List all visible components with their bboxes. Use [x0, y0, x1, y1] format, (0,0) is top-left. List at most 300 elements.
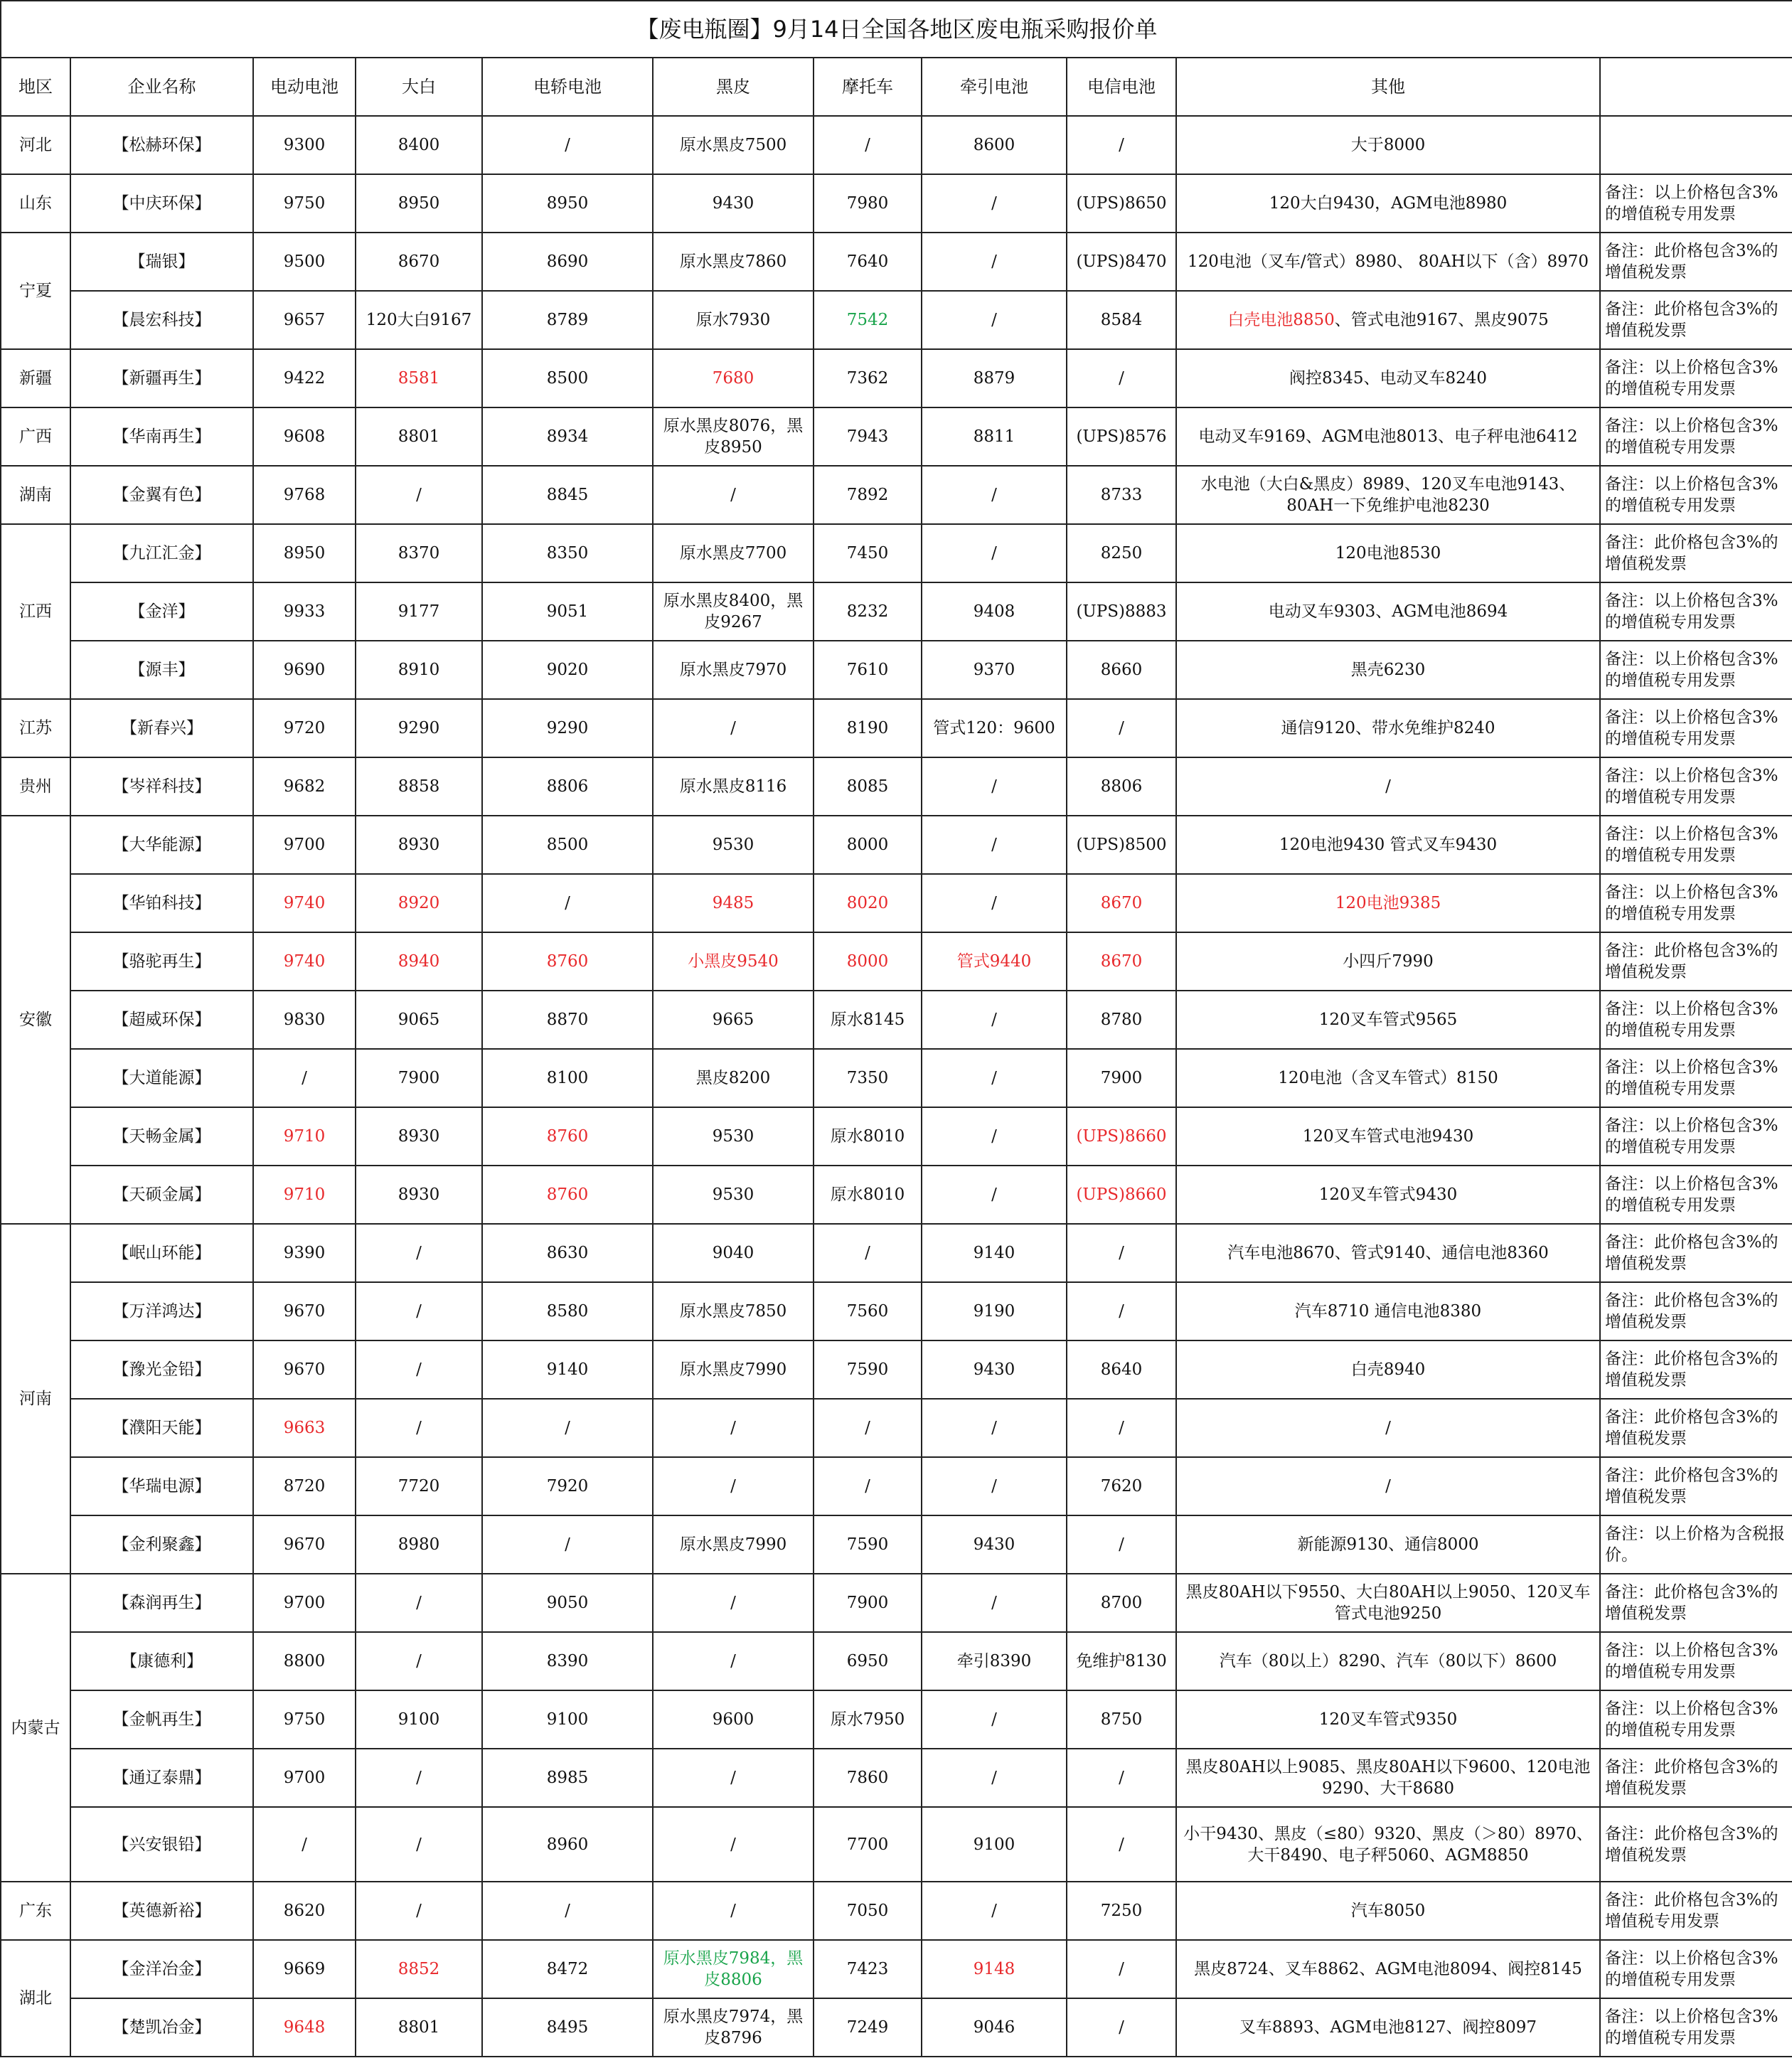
- ev-battery-price: 9700: [253, 1749, 356, 1807]
- car-battery-price: 8690: [482, 233, 653, 291]
- table-row: [1, 757, 1792, 816]
- other-price: 电动叉车9169、AGM电池8013、电子秤电池6412: [1176, 407, 1600, 466]
- company-name: 【超威环保】: [70, 991, 253, 1049]
- region-cell: 宁夏: [1, 233, 70, 349]
- traction-battery-price: 9430: [922, 1515, 1067, 1574]
- company-name: 【新疆再生】: [70, 349, 253, 407]
- motorcycle-price: 7943: [814, 407, 922, 466]
- telecom-battery-price: /: [1067, 1399, 1176, 1457]
- motorcycle-price: /: [814, 1224, 922, 1282]
- heipi-price: 原水黑皮7990: [653, 1515, 814, 1574]
- company-name: 【金洋冶金】: [70, 1940, 253, 1998]
- telecom-battery-price: 免维护8130: [1067, 1632, 1176, 1690]
- car-battery-price: 8985: [482, 1749, 653, 1807]
- company-name: 【新春兴】: [70, 699, 253, 757]
- telecom-battery-price: 8750: [1067, 1690, 1176, 1749]
- heipi-price: 9600: [653, 1690, 814, 1749]
- table-row: [1, 1574, 1792, 1632]
- heipi-price: 原水黑皮7860: [653, 233, 814, 291]
- company-name: 【英德新裕】: [70, 1882, 253, 1940]
- col-header-heipi: 黑皮: [653, 58, 814, 116]
- company-name: 【兴安银铅】: [70, 1807, 253, 1882]
- car-battery-price: 9050: [482, 1574, 653, 1632]
- motorcycle-price: /: [814, 1457, 922, 1515]
- ev-battery-price: /: [253, 1049, 356, 1107]
- other-price: /: [1176, 1399, 1600, 1457]
- company-name: 【天硕金属】: [70, 1166, 253, 1224]
- note-cell: 备注：此价格包含3%的增值税专用发票: [1600, 1882, 1792, 1940]
- dabai-price: 8581: [356, 349, 482, 407]
- traction-battery-price: 牵引8390: [922, 1632, 1067, 1690]
- note-cell: 备注：此价格包含3%的增值税发票: [1600, 1224, 1792, 1282]
- traction-battery-price: /: [922, 291, 1067, 349]
- col-header-car-battery: 电轿电池: [482, 58, 653, 116]
- motorcycle-price: 8000: [814, 816, 922, 874]
- dabai-price: 8370: [356, 524, 482, 582]
- dabai-price: 8930: [356, 1166, 482, 1224]
- other-price: 汽车（80以上）8290、汽车（80以下）8600: [1176, 1632, 1600, 1690]
- col-header-note: [1600, 58, 1792, 116]
- ev-battery-price: 9657: [253, 291, 356, 349]
- car-battery-price: 9290: [482, 699, 653, 757]
- other-price: 阀控8345、电动叉车8240: [1176, 349, 1600, 407]
- note-cell: 备注：此价格包含3%的增值税发票: [1600, 1457, 1792, 1515]
- ev-battery-price: 9608: [253, 407, 356, 466]
- car-battery-price: 8845: [482, 466, 653, 524]
- dabai-price: 8950: [356, 174, 482, 233]
- region-cell: 广西: [1, 407, 70, 466]
- traction-battery-price: /: [922, 874, 1067, 932]
- other-price: /: [1176, 757, 1600, 816]
- car-battery-price: 8960: [482, 1807, 653, 1882]
- other-price: 汽车电池8670、管式9140、通信电池8360: [1176, 1224, 1600, 1282]
- other-price-highlight: 白壳电池8850: [1227, 311, 1335, 329]
- heipi-price: 9665: [653, 991, 814, 1049]
- traction-battery-price: 9140: [922, 1224, 1067, 1282]
- company-name: 【九江汇金】: [70, 524, 253, 582]
- other-price: 120大白9430，AGM电池8980: [1176, 174, 1600, 233]
- other-price: 120叉车管式9565: [1176, 991, 1600, 1049]
- motorcycle-price: 7610: [814, 641, 922, 699]
- col-header-motorcycle: 摩托车: [814, 58, 922, 116]
- table-row: [1, 524, 1792, 582]
- heipi-price: /: [653, 466, 814, 524]
- ev-battery-price: 9933: [253, 582, 356, 641]
- telecom-battery-price: /: [1067, 1940, 1176, 1998]
- table-row: [1, 233, 1792, 291]
- company-name: 【楚凯冶金】: [70, 1998, 253, 2057]
- traction-battery-price: /: [922, 233, 1067, 291]
- note-cell: 备注：以上价格包含3%的增值税专用发票: [1600, 1049, 1792, 1107]
- ev-battery-price: 9750: [253, 174, 356, 233]
- other-price: 120叉车管式9430: [1176, 1166, 1600, 1224]
- ev-battery-price: 9669: [253, 1940, 356, 1998]
- note-cell: [1600, 116, 1792, 174]
- note-cell: 备注：此价格包含3%的增值税发票: [1600, 932, 1792, 991]
- ev-battery-price: 9768: [253, 466, 356, 524]
- heipi-price: 小黑皮9540: [653, 932, 814, 991]
- company-name: 【森润再生】: [70, 1574, 253, 1632]
- company-name: 【大华能源】: [70, 816, 253, 874]
- dabai-price: /: [356, 1807, 482, 1882]
- dabai-price: /: [356, 1882, 482, 1940]
- ev-battery-price: 8950: [253, 524, 356, 582]
- other-price: 小干9430、黑皮（≤80）9320、黑皮（＞80）8970、大干8490、电子秤5060、AGM8850: [1176, 1807, 1600, 1882]
- other-price: 通信9120、带水免维护8240: [1176, 699, 1600, 757]
- dabai-price: 8980: [356, 1515, 482, 1574]
- col-header-company: 企业名称: [70, 58, 253, 116]
- car-battery-price: 8870: [482, 991, 653, 1049]
- telecom-battery-price: /: [1067, 1807, 1176, 1882]
- company-name: 【华铂科技】: [70, 874, 253, 932]
- other-price: 120电池（叉车/管式）8980、 80AH以下（含）8970: [1176, 233, 1600, 291]
- note-cell: 备注：以上价格包含3%的增值税专用发票: [1600, 991, 1792, 1049]
- heipi-price: 9530: [653, 1107, 814, 1166]
- motorcycle-price: 7362: [814, 349, 922, 407]
- ev-battery-price: 9750: [253, 1690, 356, 1749]
- traction-battery-price: /: [922, 1107, 1067, 1166]
- company-name: 【晨宏科技】: [70, 291, 253, 349]
- other-price: 白壳8940: [1176, 1340, 1600, 1399]
- company-name: 【金洋】: [70, 582, 253, 641]
- telecom-battery-price: 8584: [1067, 291, 1176, 349]
- company-name: 【康德利】: [70, 1632, 253, 1690]
- traction-battery-price: /: [922, 466, 1067, 524]
- car-battery-price: 8630: [482, 1224, 653, 1282]
- region-cell: 江西: [1, 524, 70, 699]
- other-price: 小四斤7990: [1176, 932, 1600, 991]
- dabai-price: 8910: [356, 641, 482, 699]
- ev-battery-price: 9720: [253, 699, 356, 757]
- motorcycle-price: 原水8010: [814, 1107, 922, 1166]
- dabai-price: 9065: [356, 991, 482, 1049]
- ev-battery-price: 9670: [253, 1340, 356, 1399]
- telecom-battery-price: (UPS)8650: [1067, 174, 1176, 233]
- telecom-battery-price: /: [1067, 349, 1176, 407]
- table-row: [1, 1940, 1792, 1998]
- ev-battery-price: 9422: [253, 349, 356, 407]
- dabai-price: /: [356, 1340, 482, 1399]
- dabai-price: /: [356, 1224, 482, 1282]
- company-name: 【通辽泰鼎】: [70, 1749, 253, 1807]
- heipi-price: 原水黑皮7500: [653, 116, 814, 174]
- telecom-battery-price: 8660: [1067, 641, 1176, 699]
- company-name: 【豫光金铅】: [70, 1340, 253, 1399]
- ev-battery-price: 9670: [253, 1515, 356, 1574]
- dabai-price: /: [356, 1282, 482, 1340]
- dabai-price: 120大白9167: [356, 291, 482, 349]
- traction-battery-price: /: [922, 1749, 1067, 1807]
- heipi-price: /: [653, 1574, 814, 1632]
- col-header-other: 其他: [1176, 58, 1600, 116]
- note-cell: 备注：以上价格包含3%的增值税专用发票: [1600, 1998, 1792, 2057]
- heipi-price: 原水7930: [653, 291, 814, 349]
- ev-battery-price: 8720: [253, 1457, 356, 1515]
- table-row: [1, 349, 1792, 407]
- heipi-price: 原水黑皮7990: [653, 1340, 814, 1399]
- company-name: 【岷山环能】: [70, 1224, 253, 1282]
- header-row: [1, 58, 1792, 116]
- region-cell: 江苏: [1, 699, 70, 757]
- table-row: [1, 582, 1792, 641]
- ev-battery-price: 9700: [253, 1574, 356, 1632]
- dabai-price: /: [356, 466, 482, 524]
- table-row: [1, 1749, 1792, 1807]
- note-cell: 备注：此价格包含3%的增值税发票: [1600, 1340, 1792, 1399]
- telecom-battery-price: 8670: [1067, 874, 1176, 932]
- region-cell: 广东: [1, 1882, 70, 1940]
- heipi-price: /: [653, 1457, 814, 1515]
- motorcycle-price: 7350: [814, 1049, 922, 1107]
- heipi-price: 原水黑皮7974，黑皮8796: [653, 1998, 814, 2057]
- ev-battery-price: 9300: [253, 116, 356, 174]
- region-cell: 贵州: [1, 757, 70, 816]
- note-cell: 备注：以上价格包含3%的增值税专用发票: [1600, 1690, 1792, 1749]
- traction-battery-price: /: [922, 816, 1067, 874]
- other-price: 电动叉车9303、AGM电池8694: [1176, 582, 1600, 641]
- heipi-price: 原水黑皮8400，黑皮9267: [653, 582, 814, 641]
- region-cell: 山东: [1, 174, 70, 233]
- telecom-battery-price: 7900: [1067, 1049, 1176, 1107]
- motorcycle-price: 7590: [814, 1515, 922, 1574]
- table-row: [1, 932, 1792, 991]
- car-battery-price: 8472: [482, 1940, 653, 1998]
- telecom-battery-price: 8670: [1067, 932, 1176, 991]
- note-cell: 备注：以上价格包含3%的增值税专用发票: [1600, 1940, 1792, 1998]
- telecom-battery-price: (UPS)8660: [1067, 1166, 1176, 1224]
- other-price-rest: 、管式电池9167、黑皮9075: [1334, 311, 1549, 329]
- region-cell: 湖南: [1, 466, 70, 524]
- heipi-price: 原水黑皮8116: [653, 757, 814, 816]
- note-cell: 备注：以上价格包含3%的增值税专用发票: [1600, 466, 1792, 524]
- car-battery-price: 8495: [482, 1998, 653, 2057]
- heipi-price: 9530: [653, 1166, 814, 1224]
- table-row: [1, 1399, 1792, 1457]
- motorcycle-price: 8000: [814, 932, 922, 991]
- note-cell: 备注：以上价格包含3%的增值税专用发票: [1600, 349, 1792, 407]
- motorcycle-price: 8232: [814, 582, 922, 641]
- car-battery-price: 9100: [482, 1690, 653, 1749]
- note-cell: 备注：以上价格包含3%的增值税专用发票: [1600, 1107, 1792, 1166]
- traction-battery-price: 管式9440: [922, 932, 1067, 991]
- company-name: 【濮阳天能】: [70, 1399, 253, 1457]
- table-row: [1, 816, 1792, 874]
- motorcycle-price: 7860: [814, 1749, 922, 1807]
- car-battery-price: /: [482, 116, 653, 174]
- car-battery-price: 8100: [482, 1049, 653, 1107]
- other-price: 120电池9385: [1176, 874, 1600, 932]
- other-price: 黑壳6230: [1176, 641, 1600, 699]
- traction-battery-price: /: [922, 1399, 1067, 1457]
- heipi-price: /: [653, 1399, 814, 1457]
- note-cell: 备注：此价格包含3%的增值税发票: [1600, 1282, 1792, 1340]
- dabai-price: 8852: [356, 1940, 482, 1998]
- traction-battery-price: 9408: [922, 582, 1067, 641]
- motorcycle-price: 7423: [814, 1940, 922, 1998]
- car-battery-price: 8500: [482, 349, 653, 407]
- dabai-price: 8801: [356, 407, 482, 466]
- telecom-battery-price: 8700: [1067, 1574, 1176, 1632]
- traction-battery-price: 9046: [922, 1998, 1067, 2057]
- telecom-battery-price: (UPS)8470: [1067, 233, 1176, 291]
- note-cell: 备注：此价格包含3%的增值税发票: [1600, 524, 1792, 582]
- traction-battery-price: /: [922, 1882, 1067, 1940]
- motorcycle-price: 原水8145: [814, 991, 922, 1049]
- motorcycle-price: 6950: [814, 1632, 922, 1690]
- motorcycle-price: 7249: [814, 1998, 922, 2057]
- traction-battery-price: 8811: [922, 407, 1067, 466]
- heipi-price: 9485: [653, 874, 814, 932]
- traction-battery-price: /: [922, 991, 1067, 1049]
- company-name: 【瑞银】: [70, 233, 253, 291]
- car-battery-price: /: [482, 1515, 653, 1574]
- heipi-price: 9040: [653, 1224, 814, 1282]
- car-battery-price: 8350: [482, 524, 653, 582]
- region-cell: 河南: [1, 1224, 70, 1574]
- car-battery-price: 8934: [482, 407, 653, 466]
- dabai-price: 7900: [356, 1049, 482, 1107]
- note-cell: 备注：以上价格包含3%的增值税专用发票: [1600, 757, 1792, 816]
- other-price: 新能源9130、通信8000: [1176, 1515, 1600, 1574]
- telecom-battery-price: 8806: [1067, 757, 1176, 816]
- traction-battery-price: /: [922, 757, 1067, 816]
- heipi-price: 黑皮8200: [653, 1049, 814, 1107]
- note-cell: 备注：以上价格为含税报价。: [1600, 1515, 1792, 1574]
- motorcycle-price: 原水7950: [814, 1690, 922, 1749]
- telecom-battery-price: /: [1067, 1515, 1176, 1574]
- ev-battery-price: 9740: [253, 874, 356, 932]
- heipi-price: 9530: [653, 816, 814, 874]
- dabai-price: 8930: [356, 816, 482, 874]
- telecom-battery-price: 7250: [1067, 1882, 1176, 1940]
- other-price: 120电池9430 管式叉车9430: [1176, 816, 1600, 874]
- table-row: [1, 1166, 1792, 1224]
- traction-battery-price: 9370: [922, 641, 1067, 699]
- telecom-battery-price: 8250: [1067, 524, 1176, 582]
- dabai-price: 9177: [356, 582, 482, 641]
- ev-battery-price: 9500: [253, 233, 356, 291]
- traction-battery-price: 管式120：9600: [922, 699, 1067, 757]
- table-row: [1, 641, 1792, 699]
- traction-battery-price: /: [922, 174, 1067, 233]
- note-cell: 备注：以上价格包含3%的增值税专用发票: [1600, 174, 1792, 233]
- table-row: [1, 1632, 1792, 1690]
- other-price: [1176, 291, 1600, 349]
- col-header-traction-battery: 牵引电池: [922, 58, 1067, 116]
- note-cell: 备注：以上价格包含3%的增值税专用发票: [1600, 699, 1792, 757]
- traction-battery-price: 8600: [922, 116, 1067, 174]
- ev-battery-price: /: [253, 1807, 356, 1882]
- heipi-price: 原水黑皮7984，黑皮8806: [653, 1940, 814, 1998]
- telecom-battery-price: 8640: [1067, 1340, 1176, 1399]
- car-battery-price: /: [482, 874, 653, 932]
- dabai-price: 9100: [356, 1690, 482, 1749]
- ev-battery-price: 9663: [253, 1399, 356, 1457]
- dabai-price: 8400: [356, 116, 482, 174]
- region-cell: 安徽: [1, 816, 70, 1224]
- other-price: 黑皮8724、叉车8862、AGM电池8094、阀控8145: [1176, 1940, 1600, 1998]
- ev-battery-price: 9682: [253, 757, 356, 816]
- heipi-price: 原水黑皮8076，黑皮8950: [653, 407, 814, 466]
- note-cell: 备注：以上价格包含3%的增值税专用发票: [1600, 641, 1792, 699]
- other-price: /: [1176, 1457, 1600, 1515]
- other-price: 水电池（大白&黑皮）8989、120叉车电池9143、80AH一下免维护电池8230: [1176, 466, 1600, 524]
- table-row: [1, 1107, 1792, 1166]
- ev-battery-price: 9690: [253, 641, 356, 699]
- dabai-price: 8858: [356, 757, 482, 816]
- note-cell: 备注：以上价格包含3%的增值税专用发票: [1600, 816, 1792, 874]
- traction-battery-price: 8879: [922, 349, 1067, 407]
- car-battery-price: 9051: [482, 582, 653, 641]
- motorcycle-price: 7640: [814, 233, 922, 291]
- other-price: 120叉车管式电池9430: [1176, 1107, 1600, 1166]
- car-battery-price: 8760: [482, 1166, 653, 1224]
- traction-battery-price: 9190: [922, 1282, 1067, 1340]
- telecom-battery-price: /: [1067, 1282, 1176, 1340]
- traction-battery-price: /: [922, 1166, 1067, 1224]
- telecom-battery-price: (UPS)8500: [1067, 816, 1176, 874]
- col-header-ev-battery: 电动电池: [253, 58, 356, 116]
- company-name: 【天畅金属】: [70, 1107, 253, 1166]
- car-battery-price: 8760: [482, 1107, 653, 1166]
- dabai-price: /: [356, 1574, 482, 1632]
- car-battery-price: 8580: [482, 1282, 653, 1340]
- heipi-price: /: [653, 1632, 814, 1690]
- car-battery-price: /: [482, 1399, 653, 1457]
- note-cell: 备注：以上价格包含3%的增值税专用发票: [1600, 1166, 1792, 1224]
- ev-battery-price: 9710: [253, 1166, 356, 1224]
- motorcycle-price: 7892: [814, 466, 922, 524]
- dabai-price: 8801: [356, 1998, 482, 2057]
- ev-battery-price: 9700: [253, 816, 356, 874]
- table-row: [1, 699, 1792, 757]
- ev-battery-price: 9670: [253, 1282, 356, 1340]
- traction-battery-price: /: [922, 1049, 1067, 1107]
- telecom-battery-price: (UPS)8576: [1067, 407, 1176, 466]
- region-cell: 内蒙古: [1, 1574, 70, 1882]
- heipi-price: /: [653, 1749, 814, 1807]
- motorcycle-price: /: [814, 116, 922, 174]
- dabai-price: 8920: [356, 874, 482, 932]
- other-price: 黑皮80AH以上9085、黑皮80AH以下9600、120电池9290、大干8680: [1176, 1749, 1600, 1807]
- company-name: 【岑祥科技】: [70, 757, 253, 816]
- car-battery-price: 8390: [482, 1632, 653, 1690]
- heipi-price: 原水黑皮7970: [653, 641, 814, 699]
- telecom-battery-price: 8733: [1067, 466, 1176, 524]
- traction-battery-price: /: [922, 1690, 1067, 1749]
- other-price: 120电池8530: [1176, 524, 1600, 582]
- traction-battery-price: 9100: [922, 1807, 1067, 1882]
- traction-battery-price: 9430: [922, 1340, 1067, 1399]
- table-row: [1, 1998, 1792, 2057]
- traction-battery-price: /: [922, 1574, 1067, 1632]
- table-row: [1, 1515, 1792, 1574]
- region-cell: 河北: [1, 116, 70, 174]
- heipi-price: 9430: [653, 174, 814, 233]
- company-name: 【松赫环保】: [70, 116, 253, 174]
- note-cell: 备注：此价格包含3%的增值税发票: [1600, 1749, 1792, 1807]
- motorcycle-price: 7050: [814, 1882, 922, 1940]
- motorcycle-price: 7900: [814, 1574, 922, 1632]
- telecom-battery-price: /: [1067, 699, 1176, 757]
- telecom-battery-price: 8780: [1067, 991, 1176, 1049]
- motorcycle-price: 原水8010: [814, 1166, 922, 1224]
- table-row: [1, 1807, 1792, 1882]
- table-row: [1, 174, 1792, 233]
- other-price: 120电池（含叉车管式）8150: [1176, 1049, 1600, 1107]
- ev-battery-price: 9740: [253, 932, 356, 991]
- table-row: [1, 1457, 1792, 1515]
